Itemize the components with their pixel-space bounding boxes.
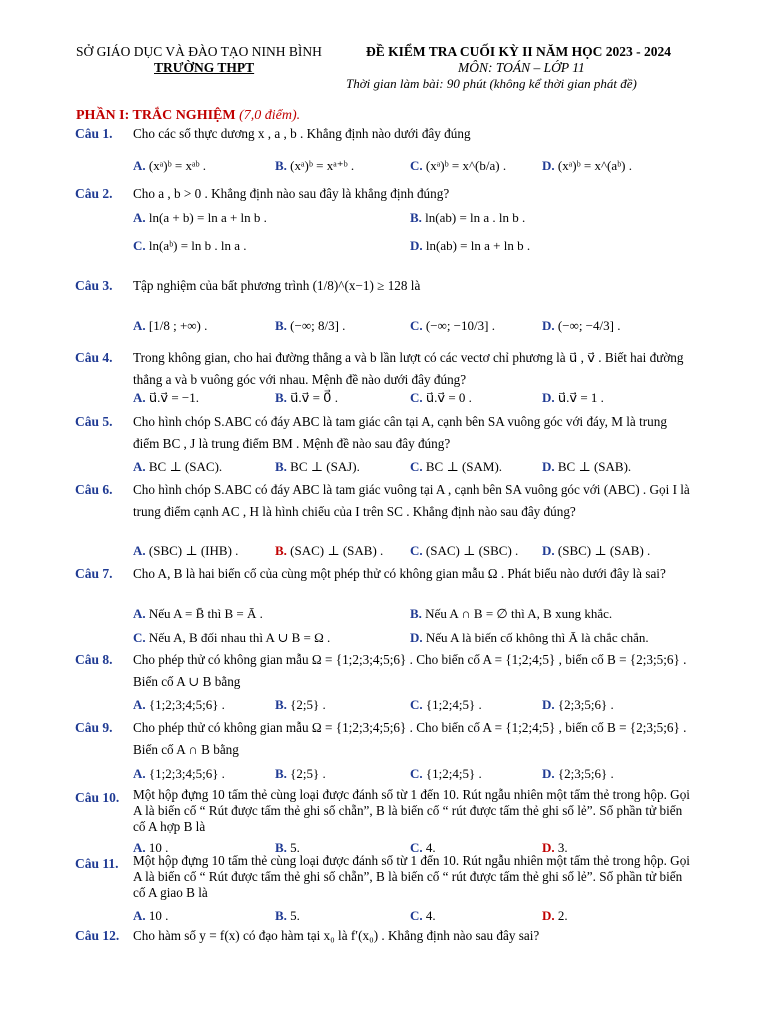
- option-text: 3.: [554, 840, 568, 855]
- option-letter: B.: [275, 459, 287, 474]
- answer-option[interactable]: [133, 697, 225, 713]
- question-number: Câu 4.: [75, 350, 113, 365]
- option-letter: C.: [410, 840, 423, 855]
- answer-option[interactable]: [133, 630, 330, 646]
- question-text: Một hộp đựng 10 tấm thẻ cùng loại được đánh số từ 1 đến 10. Rút ngẫu nhiên một tấm thẻ trong hộp. Gọi A là biến cố “ Rút được tấm thẻ ghi số chẵn”, B là biến cố “ rút được tấm thẻ ghi số lẻ”. Số phần tử biến cố A giao B là: [133, 853, 690, 900]
- option-text: 5.: [286, 908, 300, 923]
- question-number: Câu 9.: [75, 720, 113, 735]
- option-letter: C.: [410, 158, 423, 173]
- answer-option[interactable]: [410, 238, 530, 254]
- part-score: (7,0 điểm).: [239, 108, 301, 123]
- question-number: Câu 8.: [75, 652, 113, 667]
- answer-option[interactable]: [133, 606, 263, 622]
- answer-option[interactable]: [410, 697, 482, 713]
- option-letter: C.: [410, 543, 423, 558]
- option-letter: B.: [275, 766, 287, 781]
- option-letter: C.: [410, 908, 423, 923]
- option-letter: A.: [133, 697, 146, 712]
- answer-option[interactable]: [542, 697, 614, 713]
- answer-option[interactable]: [410, 908, 436, 924]
- exam-time: Thời gian làm bài: 90 phút (không kể thời gian phát đề): [346, 76, 637, 91]
- answer-option[interactable]: [542, 908, 568, 924]
- question-text: Cho a , b > 0 . Khẳng định nào sau đây là khẳng định đúng?: [133, 186, 450, 201]
- option-text: {1;2;4;5} .: [422, 766, 482, 781]
- option-letter: C.: [410, 318, 423, 333]
- answer-option[interactable]: [133, 543, 238, 559]
- question-text: Cho hình chóp S.ABC có đáy ABC là tam giác vuông tại A , cạnh bên SA vuông góc với (ABC) . Gọi I là trung điểm cạnh AC , H là hình chiếu của I trên SC . Khẳng định nào sau đây đúng?: [133, 482, 690, 519]
- question-number: Câu 5.: [75, 414, 113, 429]
- answer-option[interactable]: [133, 390, 199, 406]
- answer-option[interactable]: [410, 210, 525, 226]
- answer-option[interactable]: [275, 158, 354, 174]
- option-letter: A.: [133, 459, 146, 474]
- question-text: Một hộp đựng 10 tấm thẻ cùng loại được đánh số từ 1 đến 10. Rút ngẫu nhiên một tấm thẻ trong hộp. Gọi A là biến cố “ Rút được tấm thẻ ghi số chẵn”, B là biến cố “ rút được tấm thẻ ghi số lẻ”. Số phần tử biến cố A hợp B là: [133, 787, 690, 834]
- exam-title: ĐỀ KIỂM TRA CUỐI KỲ II NĂM HỌC 2023 - 2024: [366, 44, 672, 59]
- option-text: {1;2;4;5} .: [422, 697, 482, 712]
- answer-option[interactable]: [410, 158, 506, 174]
- option-text: BC ⊥ (SAJ).: [286, 459, 360, 474]
- option-text: BC ⊥ (SAM).: [422, 459, 503, 474]
- option-text: 2.: [554, 908, 568, 923]
- option-text: u⃗.v⃗ = −1.: [145, 390, 199, 405]
- option-letter: A.: [133, 210, 146, 225]
- option-letter: C.: [133, 630, 146, 645]
- answer-option[interactable]: [410, 606, 612, 622]
- option-text: {1;2;3;4;5;6} .: [145, 697, 225, 712]
- option-text: u⃗.v⃗ = 1 .: [554, 390, 604, 405]
- option-letter: C.: [410, 766, 423, 781]
- answer-option[interactable]: [275, 318, 345, 334]
- option-text: (−∞; −10/3] .: [422, 318, 495, 333]
- option-letter: D.: [542, 318, 555, 333]
- option-text: 5.: [286, 840, 300, 855]
- part-title: [76, 108, 300, 124]
- option-text: BC ⊥ (SAC).: [145, 459, 223, 474]
- answer-option[interactable]: [275, 697, 326, 713]
- option-text: Nếu A = B̄ thì B = Ā .: [145, 606, 263, 621]
- option-text: Nếu A là biến cố không thì Ā là chắc chắn.: [422, 630, 649, 645]
- part-title-text: PHẦN I: TRẮC NGHIỆM: [76, 108, 236, 123]
- option-letter: B.: [275, 697, 287, 712]
- question-number: Câu 6.: [75, 482, 113, 497]
- option-letter: B.: [275, 908, 287, 923]
- answer-option[interactable]: [275, 390, 338, 406]
- answer-option[interactable]: [133, 158, 206, 174]
- answer-option[interactable]: [133, 908, 168, 924]
- option-text: (xᵃ)ᵇ = x^(b/a) .: [422, 158, 507, 173]
- question-text: Trong không gian, cho hai đường thẳng a và b lần lượt có các vectơ chỉ phương là u⃗ , v⃗ . Biết hai đường thẳng a và b vuông góc với nhau. Mệnh đề nào dưới đây đúng?: [133, 350, 684, 387]
- option-letter: D.: [542, 158, 555, 173]
- option-text: (SBC) ⊥ (SAB) .: [554, 543, 651, 558]
- question-text: Cho hàm số y = f(x) có đạo hàm tại x₀ là f′(x₀) . Khẳng định nào sau đây sai?: [133, 928, 540, 943]
- option-text: (SBC) ⊥ (IHB) .: [145, 543, 239, 558]
- answer-option[interactable]: [133, 766, 225, 782]
- question-number: Câu 11.: [75, 856, 119, 871]
- option-text: ln(ab) = ln a + ln b .: [422, 238, 531, 253]
- option-letter: D.: [542, 543, 555, 558]
- exam-subject: MÔN: TOÁN – LỚP 11: [458, 60, 585, 75]
- option-letter: A.: [133, 606, 146, 621]
- answer-option[interactable]: [275, 543, 383, 559]
- option-letter: B.: [410, 606, 422, 621]
- option-text: u⃗.v⃗ = 0 .: [422, 390, 472, 405]
- option-letter: B.: [275, 318, 287, 333]
- option-text: [1/8 ; +∞) .: [145, 318, 208, 333]
- option-letter: D.: [542, 766, 555, 781]
- answer-option[interactable]: [133, 238, 247, 254]
- answer-option[interactable]: [275, 459, 360, 475]
- option-text: ln(aᵇ) = ln b . ln a .: [145, 238, 247, 253]
- answer-option[interactable]: [410, 318, 495, 334]
- option-letter: D.: [542, 908, 555, 923]
- school-name: TRƯỜNG THPT: [154, 60, 255, 75]
- option-text: (−∞; −4/3] .: [554, 318, 621, 333]
- option-text: {2;3;5;6} .: [554, 697, 614, 712]
- answer-option[interactable]: [410, 543, 518, 559]
- option-letter: D.: [542, 840, 555, 855]
- answer-option[interactable]: [542, 158, 632, 174]
- option-letter: B.: [275, 543, 287, 558]
- option-letter: D.: [542, 390, 555, 405]
- option-text: ln(a + b) = ln a + ln b .: [145, 210, 267, 225]
- question-number: Câu 12.: [75, 928, 120, 943]
- answer-option[interactable]: [410, 390, 472, 406]
- answer-option[interactable]: [133, 459, 222, 475]
- option-letter: D.: [410, 630, 423, 645]
- question-text: Cho phép thử có không gian mẫu Ω = {1;2;3;4;5;6} . Cho biến cố A = {1;2;4;5} , biến cố B = {2;3;5;6} . Biến cố A ∪ B bằng: [133, 652, 687, 689]
- question-text: Cho phép thử có không gian mẫu Ω = {1;2;3;4;5;6} . Cho biến cố A = {1;2;4;5} , biến cố B = {2;3;5;6} . Biến cố A ∩ B bằng: [133, 720, 687, 757]
- answer-option[interactable]: [133, 318, 207, 334]
- option-letter: A.: [133, 390, 146, 405]
- option-text: (SAC) ⊥ (SAB) .: [286, 543, 384, 558]
- option-text: 4.: [422, 908, 436, 923]
- option-text: (−∞; 8/3] .: [286, 318, 346, 333]
- option-letter: A.: [133, 318, 146, 333]
- option-text: ln(ab) = ln a . ln b .: [421, 210, 526, 225]
- option-text: {2;3;5;6} .: [554, 766, 614, 781]
- option-text: BC ⊥ (SAB).: [554, 459, 632, 474]
- option-text: (xᵃ)ᵇ = xᵃᵇ .: [145, 158, 207, 173]
- answer-option[interactable]: [542, 459, 631, 475]
- option-letter: A.: [133, 908, 146, 923]
- option-text: u⃗.v⃗ = 0⃗ .: [286, 390, 338, 405]
- option-letter: D.: [542, 459, 555, 474]
- question-number: Câu 3.: [75, 278, 113, 293]
- option-letter: A.: [133, 840, 146, 855]
- question-text: Cho A, B là hai biến cố của cùng một phép thử có không gian mẫu Ω . Phát biểu nào dưới đây là sai?: [133, 566, 666, 581]
- answer-option[interactable]: [410, 459, 502, 475]
- option-text: 4.: [422, 840, 436, 855]
- question-text: Tập nghiệm của bất phương trình (1/8)^(x−1) ≥ 128 là: [133, 278, 421, 293]
- question-text: Cho các số thực dương x , a , b . Khẳng định nào dưới đây đúng: [133, 126, 471, 141]
- option-letter: D.: [542, 697, 555, 712]
- answer-option[interactable]: [133, 210, 267, 226]
- answer-option[interactable]: [542, 390, 604, 406]
- department-name: SỞ GIÁO DỤC VÀ ĐÀO TẠO NINH BÌNH: [76, 44, 322, 59]
- answer-option[interactable]: [410, 766, 482, 782]
- option-text: (xᵃ)ᵇ = xᵃ⁺ᵇ .: [286, 158, 355, 173]
- option-text: (xᵃ)ᵇ = x^(aᵇ) .: [554, 158, 633, 173]
- question-number: Câu 1.: [75, 126, 113, 141]
- question-number: Câu 2.: [75, 186, 113, 201]
- option-text: 10 .: [145, 840, 169, 855]
- answer-option[interactable]: [542, 543, 650, 559]
- question-number: Câu 7.: [75, 566, 113, 581]
- option-text: {2;5} .: [286, 697, 326, 712]
- option-letter: C.: [410, 390, 423, 405]
- answer-option[interactable]: [275, 908, 300, 924]
- answer-option[interactable]: [542, 318, 620, 334]
- option-text: Nếu A, B đối nhau thì A ∪ B = Ω .: [145, 630, 331, 645]
- option-letter: A.: [133, 543, 146, 558]
- option-letter: B.: [275, 840, 287, 855]
- option-letter: B.: [275, 158, 287, 173]
- option-letter: A.: [133, 158, 146, 173]
- answer-option[interactable]: [542, 766, 614, 782]
- option-text: Nếu A ∩ B = ∅ thì A, B xung khắc.: [421, 606, 613, 621]
- option-letter: B.: [275, 390, 287, 405]
- option-letter: C.: [410, 459, 423, 474]
- question-text: Cho hình chóp S.ABC có đáy ABC là tam giác cân tại A, cạnh bên SA vuông góc với đáy, M là trung điểm BC , J là trung điểm BM . Mệnh đề nào sau đây đúng?: [133, 414, 667, 451]
- option-letter: C.: [133, 238, 146, 253]
- option-letter: C.: [410, 697, 423, 712]
- answer-option[interactable]: [410, 630, 649, 646]
- option-text: {2;5} .: [286, 766, 326, 781]
- answer-option[interactable]: [275, 766, 326, 782]
- question-number: Câu 10.: [75, 790, 120, 805]
- option-letter: A.: [133, 766, 146, 781]
- option-text: (SAC) ⊥ (SBC) .: [422, 543, 519, 558]
- option-letter: B.: [410, 210, 422, 225]
- option-letter: D.: [410, 238, 423, 253]
- option-text: 10 .: [145, 908, 169, 923]
- option-text: {1;2;3;4;5;6} .: [145, 766, 225, 781]
